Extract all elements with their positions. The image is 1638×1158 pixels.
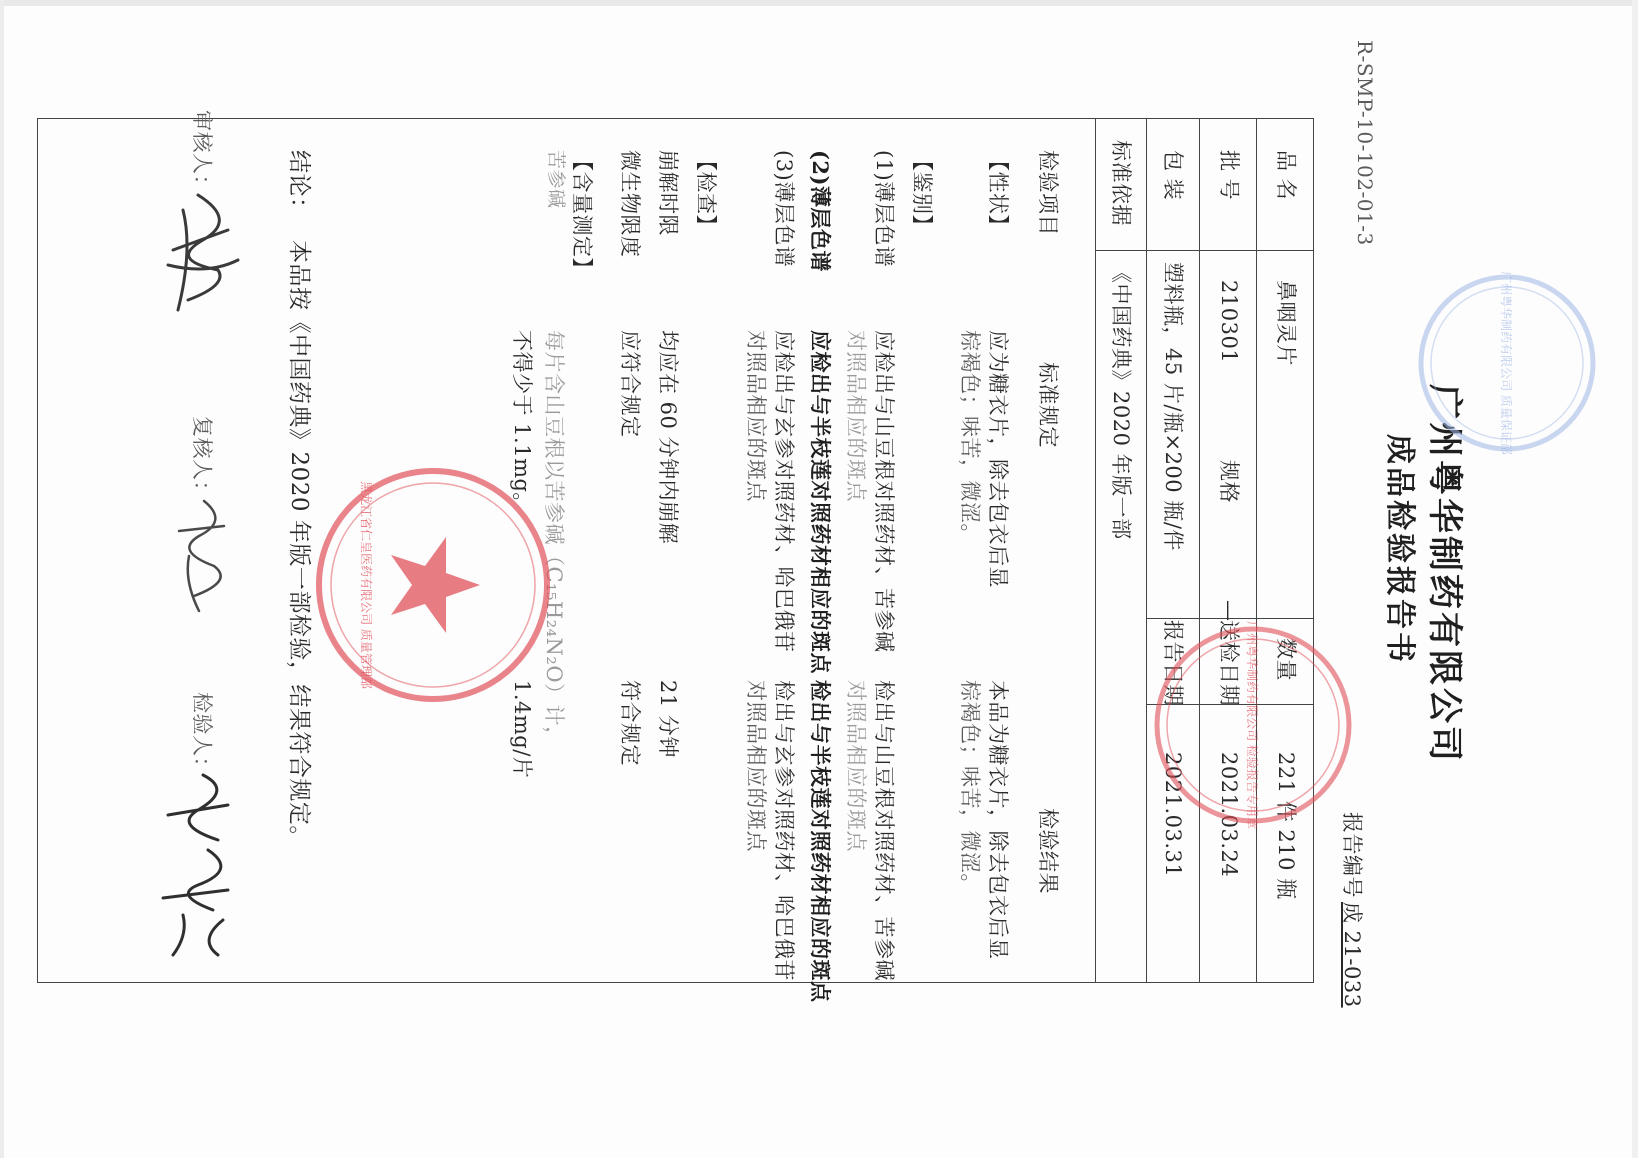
checker-signature (164, 496, 244, 616)
identification-2-name: (2)薄层色谱 (808, 150, 833, 272)
conclusion-text: 本品按《中国药典》2020 年版一部检验，结果符合规定。 (286, 240, 312, 849)
identification-1-standard-2: 对照品相应的斑点 (844, 330, 868, 502)
section-identification: 【鉴别】 (910, 150, 934, 236)
table-row-line-4 (1095, 118, 1096, 982)
report-date-value: 2021.03.31 (1161, 752, 1185, 878)
report-date-label: 报告日期 (1161, 620, 1185, 706)
identification-1-name: (1)薄层色谱 (872, 150, 896, 268)
standard-basis-label: 标准依据 (1109, 140, 1133, 226)
column-header-result: 检验结果 (1036, 808, 1060, 894)
microbial-limit-standard: 应符合规定 (618, 330, 642, 438)
identification-3-result-2: 对照品相应的斑点 (744, 680, 768, 852)
inspector-label: 检验人： (190, 692, 214, 778)
section-assay: 【含量测定】 (570, 150, 594, 279)
identification-3-result-1: 检出与玄参对照药材、哈巴俄苷 (772, 680, 796, 981)
spec-value: — (1217, 600, 1241, 622)
table-row-line-3 (1146, 118, 1147, 982)
assay-standard-2: 不得少于 1.1mg。 (510, 330, 534, 514)
product-name-value: 鼻咽灵片 (1274, 280, 1298, 366)
submit-date-label: 送检日期 (1217, 620, 1241, 706)
disintegration-name: 崩解时限 (656, 150, 680, 236)
table-bottom-border (37, 118, 38, 982)
table-right-border (37, 982, 1314, 983)
spec-label: 规格 (1217, 460, 1241, 503)
identification-2-result: 检出与半枝莲对照药材相应的斑点 (808, 680, 833, 1003)
table-top-border (1313, 118, 1314, 982)
microbial-limit-name: 微生物限度 (618, 150, 642, 258)
inspector-signature (148, 770, 258, 960)
assay-substance: 苦参碱 (545, 150, 567, 209)
column-header-item: 检验项目 (1036, 150, 1060, 236)
hospital-quality-stamp (308, 460, 558, 710)
assay-result: 1.4mg/片 (510, 680, 534, 779)
character-standard-1: 应为糖衣片，除去包衣后显 (986, 330, 1010, 588)
standard-basis-value: 《中国药典》2020 年版一部 (1109, 262, 1133, 540)
product-name-label: 品 名 (1274, 150, 1298, 201)
table-label-divider (1096, 250, 1314, 251)
section-inspection: 【检查】 (694, 150, 718, 236)
form-number: R-SMP-10-102-01-3 (1353, 40, 1377, 246)
company-name: 广州粤华制药有限公司 (1424, 384, 1465, 765)
inspection-report-stamp (1148, 620, 1358, 830)
packaging-value: 塑料瓶，45 片/瓶×200 瓶/件 (1161, 262, 1185, 551)
section-character: 【性状】 (986, 150, 1010, 236)
table-row-line-1 (1256, 118, 1257, 982)
identification-2-standard: 应检出与半枝莲对照药材相应的斑点 (808, 330, 833, 674)
svg-text:广州粤华制药有限公司 质量保证部: 广州粤华制药有限公司 质量保证部 (1499, 271, 1513, 455)
reviewer-signature (158, 190, 258, 320)
identification-3-standard-2: 对照品相应的斑点 (744, 330, 768, 502)
identification-3-name: (3)薄层色谱 (772, 150, 796, 268)
packaging-label: 包 装 (1161, 150, 1185, 201)
quantity-label: 数量 (1274, 638, 1298, 681)
svg-text:广州粤华制药有限公司 检验报告专用章: 广州粤华制药有限公司 检验报告专用章 (1245, 621, 1259, 829)
report-no-label: 报告编号 (1340, 812, 1364, 898)
batch-label: 批 号 (1217, 150, 1241, 201)
microbial-limit-result: 符合规定 (618, 680, 642, 766)
qa-department-stamp (1412, 268, 1602, 458)
identification-1-result-1: 检出与山豆根对照药材、苦参碱 (872, 680, 896, 981)
character-result-1: 本品为糖衣片，除去包衣后显 (986, 680, 1010, 960)
report-no-value: 成 21-033 (1340, 902, 1364, 1008)
svg-text:黑龙江省仁皇医药有限公司 质量管理部: 黑龙江省仁皇医药有限公司 质量管理部 (359, 481, 373, 689)
disintegration-standard: 均应在 60 分钟内崩解 (656, 330, 680, 545)
reviewer-label: 审核人： (190, 110, 214, 196)
batch-value: 210301 (1217, 280, 1241, 364)
character-standard-2: 棕褐色；味苦，微涩。 (958, 330, 982, 545)
identification-1-standard-1: 应检出与山豆根对照药材、苦参碱 (872, 330, 896, 653)
character-result-2: 棕褐色；味苦，微涩。 (958, 680, 982, 895)
checker-label: 复核人： (190, 416, 214, 502)
table-left-border (37, 118, 1314, 119)
conclusion-label: 结论： (286, 150, 312, 221)
disintegration-result: 21 分钟 (656, 680, 680, 758)
submit-date-value: 2021.03.24 (1217, 752, 1241, 878)
identification-1-result-2: 对照品相应的斑点 (844, 680, 868, 852)
column-header-standard: 标准规定 (1036, 362, 1060, 448)
identification-3-standard-1: 应检出与玄参对照药材、哈巴俄苷 (772, 330, 796, 653)
document-title: 成品检验报告书 (1382, 434, 1417, 665)
quantity-value: 221 件 210 瓶 (1274, 752, 1298, 900)
assay-standard-1: 每片含山豆根以苦参碱（C₁₅H₂₄N₂O）计， (542, 330, 566, 748)
table-row-line-2 (1199, 118, 1200, 982)
